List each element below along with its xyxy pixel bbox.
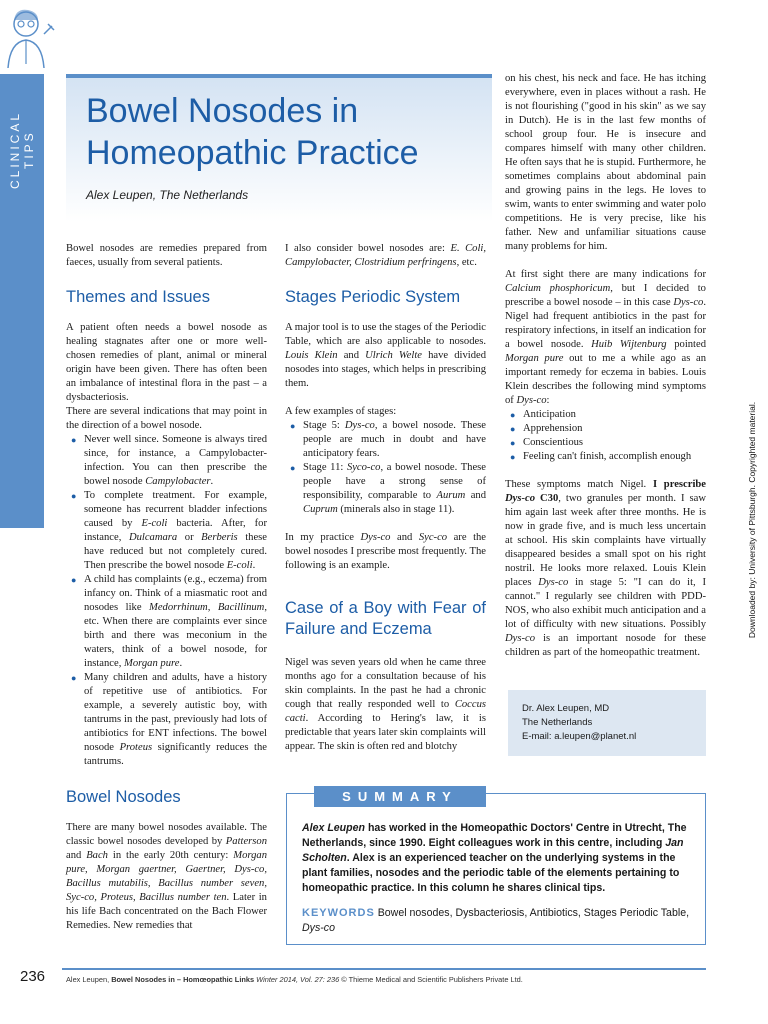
treatment-paragraph: These symptoms match Nigel. I prescribe Dys-co C30, two granules per month. I saw him again last week after three months. He is now in grade five, and is much less uncertain at school. His skin complaints have virtually disappeared besides a small spot on his right nostril. He looks more relaxed. Louis Klein places Dys-co in stage 5: "I can do it, I cannot." I regularly see children with PDD-NOS, who also exhibit much anticipation and a lot of difficulty with new situations. Possibly Dys-co is an important nosode for these children as part of the homeopathic treatment. xyxy=(505,479,706,658)
keywords-label: KEYWORDS xyxy=(302,907,375,919)
section-tab-label: CLINICAL TIPS xyxy=(8,110,36,190)
list-item: ● A child has complaints (e.g., eczema) from infancy on. Think of a miasmatic root and nosodes like Medorrhinum, Bacillinum, etc. When there are complaints ever since birth and there was meconium in the waters, think of a bowel nosode, for instance, Morgan pure. xyxy=(66,573,267,671)
contact-name: Dr. Alex Leupen, MD xyxy=(522,703,610,714)
case-paragraph: Nigel was seven years old when he came three months ago for a consultation because of his skin complaints. In the past he had a chronic cough that really responded well to Coccus cacti. According to Hering's law, it is predictable that years later skin complaints will appear. The skin is often red and blotchy xyxy=(285,657,486,752)
list-item: ● Conscientious xyxy=(505,436,706,450)
doctor-logo xyxy=(0,0,60,74)
heading-bowel-nosodes: Bowel Nosodes xyxy=(66,788,181,806)
intro-paragraph-2: I also consider bowel nosodes are: E. Coli, Campylobacter, Clostridium perfringens, etc. xyxy=(285,243,486,268)
doctor-icon xyxy=(4,4,56,70)
heading-case: Case of a Boy with Fear of Failure and Eczema xyxy=(285,599,486,638)
contact-country: The Netherlands xyxy=(522,717,593,728)
footer-citation: Alex Leupen, Bowel Nosodes in – Homœopathic Links Winter 2014, Vol. 27: 236 © Thieme Medical and Scientific Publishers Private Ltd. xyxy=(66,975,523,984)
stages-paragraph-3: In my practice Dys-co and Syc-co are the bowel nosodes I prescribe most frequently. The following is an example. xyxy=(285,532,487,571)
case-continued-paragraph: on his chest, his neck and face. He has itching everywhere, even in places without a rash. He is not flourishing ("good in his skin" as we say in Dutch). He is in the last few months of school group four. He is insecure and compares himself with many other children. He often says that he is stupid. Furthermore, he sometimes complains about abdominal pain and growing pains in the legs. He loves to swim, wants to enter swimming and water polo competitions. He is very precise, like his father. New and unfamiliar situations cause many problems for him. xyxy=(505,73,706,252)
intro-paragraph: Bowel nosodes are remedies prepared from faeces, usually from several patients. xyxy=(66,243,267,268)
summary-text: Alex Leupen has worked in the Homeopathic Doctors' Centre in Utrecht, The Netherlands, since 1990. Eight colleagues work in this centre, including Jan Scholten. Alex is an experienced teacher on the underlying systems in the plant families, nosodes and the periodic table of the elements pertaining to homeopathic practice. In this column he shares clinical tips. xyxy=(302,822,687,894)
article-title xyxy=(86,90,419,174)
heading-themes: Themes and Issues xyxy=(66,288,210,306)
title-line-1: Bowel Nosodes in xyxy=(86,92,359,130)
summary-label: SUMMARY xyxy=(314,786,486,807)
keywords: KEYWORDS Bowel nosodes, Dysbacteriosis, Antibiotics, Stages Periodic Table, Dys-co xyxy=(302,907,690,934)
column-1 xyxy=(66,242,267,933)
download-notice: Downloaded by: University of Pittsburgh. Copyrighted material. xyxy=(747,401,757,639)
themes-paragraph-2: There are several indications that may point in the direction of a bowel nosode. xyxy=(66,406,267,431)
column-2 xyxy=(285,242,486,754)
stages-list xyxy=(285,419,486,517)
heading-stages: Stages Periodic System xyxy=(285,288,461,306)
list-item: ● Apprehension xyxy=(505,422,706,436)
analysis-paragraph: At first sight there are many indications for Calcium phosphoricum, but I decided to prescribe a bowel nosode – in this case Dys-co. Nigel had frequent antibiotics in the past for respiratory infections, in itself an indication for a bowel nosode. Huib Wijtenburg pointed Morgan pure out to me a while ago as an important remedy for eczema in babies. Louis Klein describes the following mind symptoms of Dys-co: xyxy=(505,269,706,406)
list-item: ● Feeling can't finish, accomplish enough xyxy=(505,450,706,464)
author-byline: Alex Leupen, The Netherlands xyxy=(86,188,249,202)
indications-list xyxy=(66,433,267,769)
page-number: 236 xyxy=(20,968,46,985)
footer-divider xyxy=(62,968,706,970)
bowel-paragraph: There are many bowel nosodes available. The classic bowel nosodes developed by Patterson and Bach in the early 20th century: Morgan pure, Morgan gaertner, Gaertner, Dys-co, Bacillus mutabilis, Bacillus number seven, Syc-co, Proteus, Bacillus number ten. Later in his life Bach concentrated on the Bach Flower Remedies. New remedies that xyxy=(66,822,267,931)
title-line-2: Homeopathic Practice xyxy=(86,134,419,172)
stages-paragraph: A major tool is to use the stages of the Periodic Table, which are also applicable to nosodes. Louis Klein and Ulrich Welte have divided nosodes into stages, which helps in prescribing them. xyxy=(285,322,486,389)
section-sidebar xyxy=(0,0,44,528)
list-item: ● To complete treatment. For example, someone has recurrent bladder infections caused by E-coli bacteria. After, for instance, Dulcamara or Berberis these have reduced but not completely cured. Then prescribe the bowel nosode E-coli. xyxy=(66,489,267,573)
stages-paragraph-2: A few examples of stages: xyxy=(285,406,397,417)
column-3 xyxy=(505,72,706,660)
list-item: ● Anticipation xyxy=(505,408,706,422)
themes-paragraph: A patient often needs a bowel nosode as healing stagnates after one or more well-chosen remedies of plant, animal or mineral origin have been given. There has often been an imbalance of intestinal flora in the past – a dysbacteriosis. xyxy=(66,322,267,403)
author-contact-box xyxy=(508,690,706,756)
contact-email[interactable]: E-mail: a.leupen@planet.nl xyxy=(522,731,637,742)
list-item: ● Stage 5: Dys-co, a bowel nosode. These people are much in doubt and have anticipatory fears. xyxy=(285,419,486,461)
list-item: ● Never well since. Someone is always tired since, for instance, a Campylobacter-infection. You can then prescribe the bowel nosode Campylobacter. xyxy=(66,433,267,489)
list-item: ● Stage 11: Syco-co, a bowel nosode. These people have a strong sense of responsibility, comparable to Aurum and Cuprum (minerals also in stage 11). xyxy=(285,461,486,517)
list-item: ● Many children and adults, have a history of repetitive use of antibiotics. For example, a severely autistic boy, with tantrums in the past, previously had lots of antibiotics for ENT infections. The bowel nosode Proteus significantly reduces the tantrums. xyxy=(66,671,267,769)
symptoms-list xyxy=(505,408,706,464)
